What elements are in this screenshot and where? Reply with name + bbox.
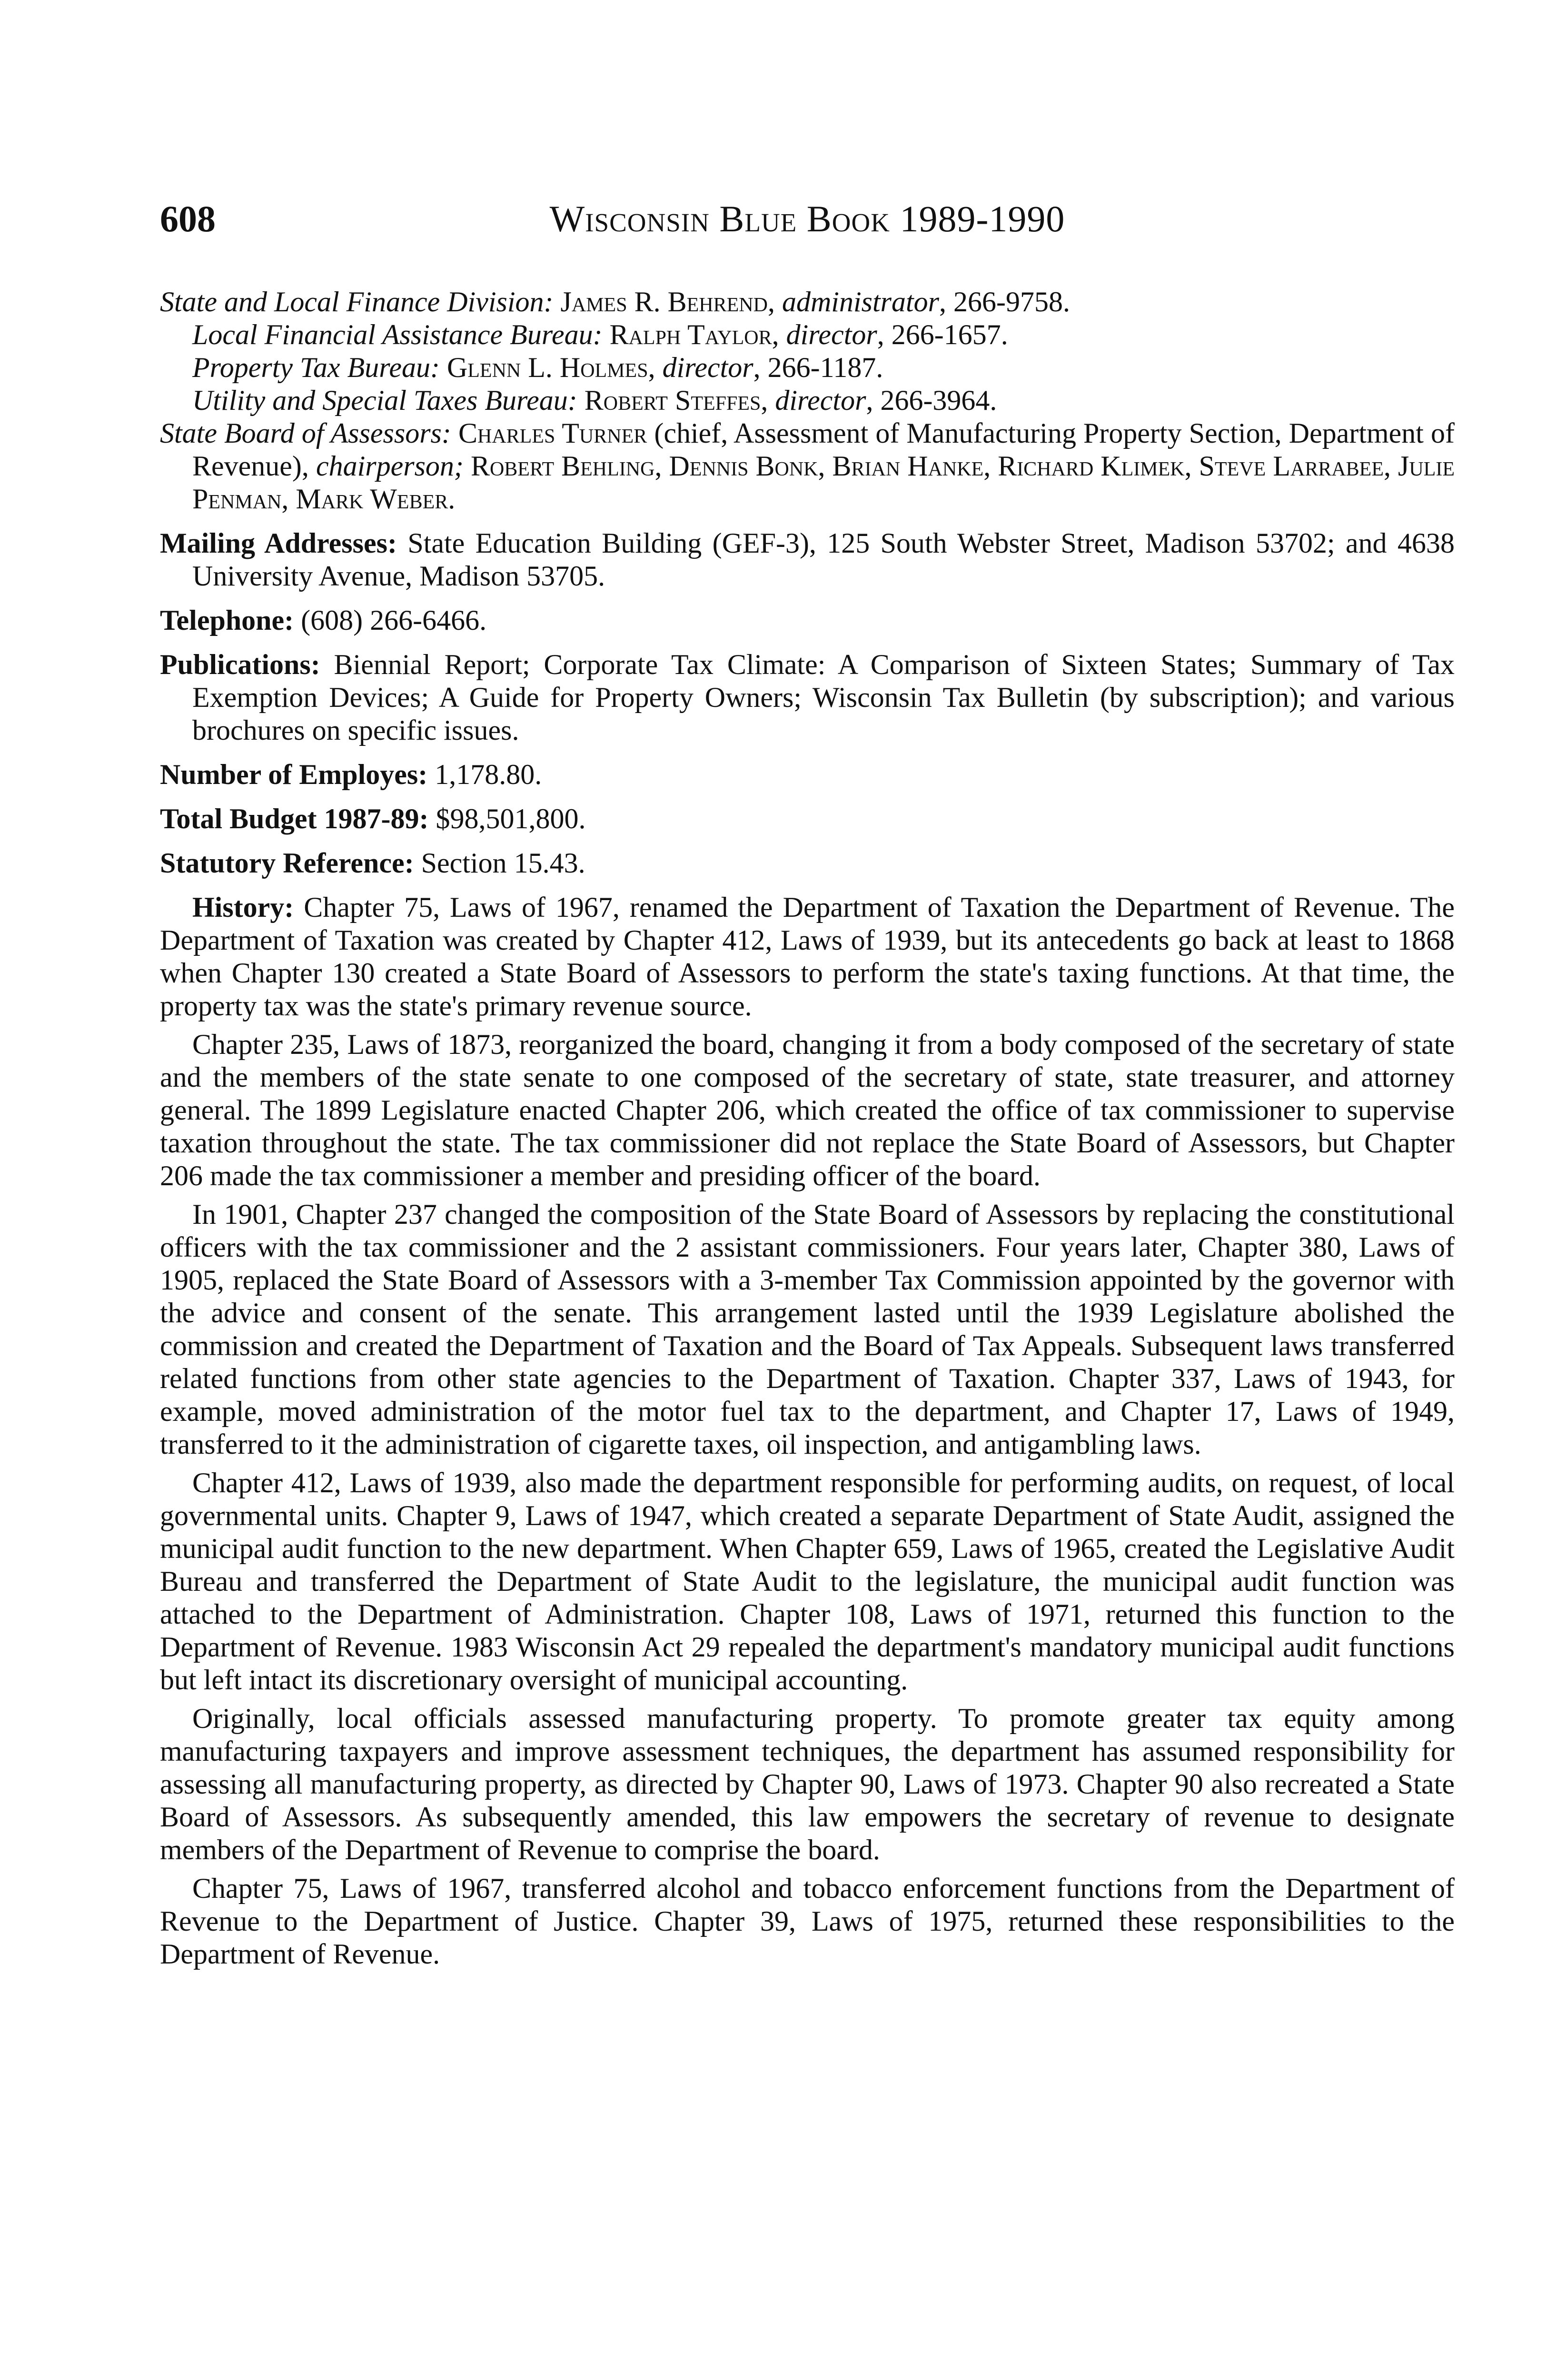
bureau-head-name: Robert Steffes	[584, 385, 761, 416]
bureau-phone: 266-3964.	[880, 385, 997, 416]
board-chair-name: Charles Turner	[458, 417, 647, 449]
info-entry-statutory-reference	[160, 847, 1455, 880]
info-entry-budget	[160, 803, 1455, 835]
bureau-title: Utility and Special Taxes Bureau:	[192, 385, 577, 416]
info-label: Number of Employes:	[160, 759, 428, 790]
info-label: Publications:	[160, 649, 320, 680]
history-paragraph: Chapter 235, Laws of 1873, reorganized the board, changing it from a body composed of the secretary of state and the members of the state senate to one composed of the secretary of state, state treasurer, and attorney general. The 1899 Legislature enacted Chapter 206, which created the office of tax commissioner to supervise taxation throughout the state. The tax commissioner did not replace the State Board of Assessors, but Chapter 206 made the tax commissioner a member and presiding officer of the board.	[160, 1029, 1455, 1191]
division-head-role: administrator	[782, 286, 939, 317]
bureau-head-role: director	[786, 319, 877, 350]
history-paragraph: Originally, local officials assessed manufacturing property. To promote greater tax equity among manufacturing taxpayers and improve assessment techniques, the department has assumed responsibility for assessing all manufacturing property, as directed by Chapter 90, Laws of 1973. Chapter 90 also recreated a State Board of Assessors. As subsequently amended, this law empowers the secretary of revenue to designate members of the Department of Revenue to comprise the board.	[160, 1703, 1455, 1865]
history-paragraph: Chapter 75, Laws of 1967, transferred alcohol and tobacco enforcement functions from the Department of Revenue to the Department of Justice. Chapter 39, Laws of 1975, returned these responsibilities to the Department of Revenue.	[160, 1873, 1455, 1970]
bureau-head-role: director	[775, 385, 866, 416]
bureau-head-role: director	[662, 352, 753, 383]
info-value: $98,501,800.	[436, 803, 586, 834]
board-members: Robert Behling, Dennis Bonk, Brian Hanke, Richard Klimek, Steve Larrabee, Julie Penman, Mark Weber.	[192, 450, 1455, 515]
bureau-head-name: Ralph Taylor	[609, 319, 772, 350]
page-header	[160, 198, 1455, 245]
info-entry-mailing-addresses	[160, 527, 1455, 593]
bureau-entry: Property Tax Bureau: Glenn L. Holmes, director, 266-1187.	[192, 352, 883, 383]
info-value: (608) 266-6466.	[301, 605, 487, 636]
bureau-entry: Local Financial Assistance Bureau: Ralph Taylor, director, 266-1657.	[192, 319, 1008, 350]
history-label: History:	[192, 892, 294, 923]
info-label: Mailing Addresses:	[160, 527, 397, 559]
info-value: Biennial Report; Corporate Tax Climate: A Comparison of Sixteen States; Summary of Tax Exemption Devices; A Guide for Property Owners; Wisconsin Tax Bulletin (by subscription); and various brochures on specific issues.	[192, 649, 1455, 746]
bureau-entry: Utility and Special Taxes Bureau: Robert Steffes, director, 266-3964.	[192, 385, 997, 416]
board-chair-role: chairperson;	[316, 450, 464, 482]
board-title: State Board of Assessors:	[160, 417, 451, 449]
info-value: Section 15.43.	[421, 847, 585, 879]
division-title: State and Local Finance Division:	[160, 286, 554, 317]
division-entry: State and Local Finance Division: James R. Behrend, administrator, 266-9758.	[160, 286, 1070, 317]
info-entry-telephone	[160, 604, 1455, 637]
info-label: Statutory Reference:	[160, 847, 414, 879]
board-chair-detail: (chief, Assessment of Manufacturing Property Section, Department of Revenue),	[192, 417, 1455, 482]
bureau-head-name: Glenn L. Holmes	[446, 352, 648, 383]
info-entry-employes	[160, 758, 1455, 791]
history-paragraph	[160, 891, 1455, 1022]
history-text: Chapter 75, Laws of 1967, renamed the Department of Taxation the Department of Revenue. The Department of Taxation was created by Chapter 412, Laws of 1939, but its antecedents go back at least to 1868 when Chapter 130 created a State Board of Assessors to perform the state's taxing functions. At that time, the property tax was the state's primary revenue source.	[160, 892, 1455, 1021]
info-label: Telephone:	[160, 605, 294, 636]
info-label: Total Budget 1987-89:	[160, 803, 429, 834]
history-paragraph: Chapter 412, Laws of 1939, also made the department responsible for performing audits, on request, of local governmental units. Chapter 9, Laws of 1947, which created a separate Department of State Audit, assigned the municipal audit function to the new department. When Chapter 659, Laws of 1965, created the Legislative Audit Bureau and transferred the Department of State Audit to the legislature, the municipal audit function was attached to the Department of Administration. Chapter 108, Laws of 1971, returned this function to the Department of Revenue. 1983 Wisconsin Act 29 repealed the department's mandatory municipal audit functions but left intact its discretionary oversight of municipal accounting.	[160, 1467, 1455, 1696]
history-paragraph: In 1901, Chapter 237 changed the composition of the State Board of Assessors by replacing the constitutional officers with the tax commissioner and the 2 assistant commissioners. Four years later, Chapter 380, Laws of 1905, replaced the State Board of Assessors with a 3-member Tax Commission appointed by the governor with the advice and consent of the senate. This arrangement lasted until the 1939 Legislature abolished the commission and created the Department of Taxation and the Board of Tax Appeals. Subsequent laws transferred related functions from other state agencies to the Department of Taxation. Chapter 337, Laws of 1943, for example, moved administration of the motor fuel tax to the department, and Chapter 17, Laws of 1949, transferred to it the administration of cigarette taxes, oil inspection, and antigambling laws.	[160, 1199, 1455, 1460]
info-value: 1,178.80.	[435, 759, 542, 790]
running-title: Wisconsin Blue Book 1989-1990	[549, 198, 1065, 239]
division-head-name: James R. Behrend	[560, 286, 768, 317]
page-number: 608	[160, 198, 216, 239]
info-value: State Education Building (GEF-3), 125 South Webster Street, Madison 53702; and 4638 University Avenue, Madison 53705.	[192, 527, 1455, 592]
info-entry-publications	[160, 648, 1455, 747]
bureau-title: Local Financial Assistance Bureau:	[192, 319, 603, 350]
division-phone: 266-9758.	[953, 286, 1070, 317]
board-of-assessors-entry	[160, 417, 1455, 516]
bureau-title: Property Tax Bureau:	[192, 352, 440, 383]
bureau-phone: 266-1187.	[767, 352, 883, 383]
bureau-phone: 266-1657.	[891, 319, 1008, 350]
page-content	[160, 286, 1455, 1971]
